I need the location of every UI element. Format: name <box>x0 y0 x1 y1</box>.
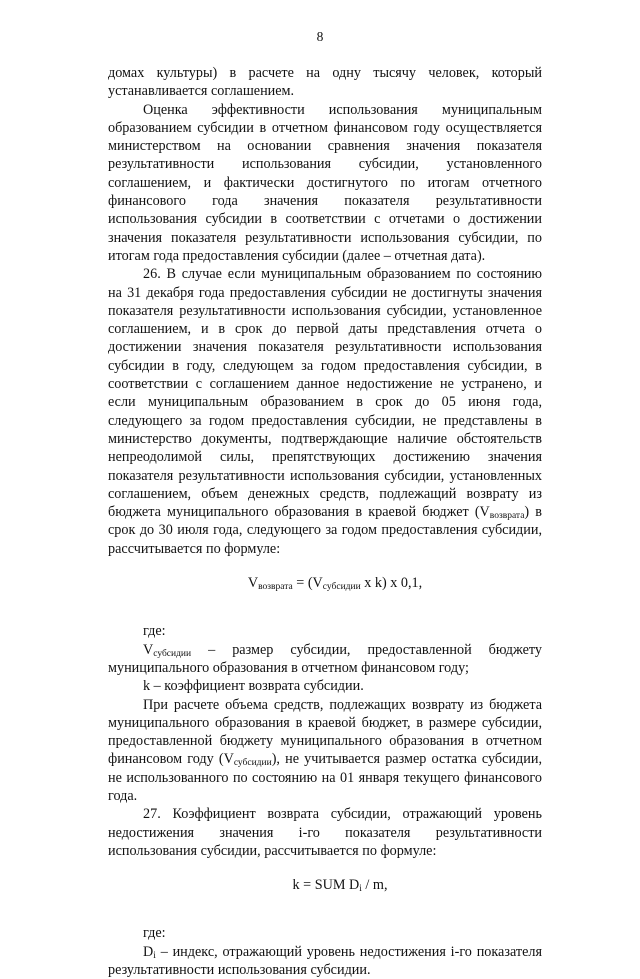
paragraph-26-text-end: ) в срок до 30 июля года, следующего за годом предоставления субсидии, рассчитывается по формуле: <box>108 504 542 557</box>
paragraph-efficiency-assessment: Оценка эффективности использования муниципальным образованием субсидии в отчетном финансовом году осуществляется министерством на основании сравнения значения показателя результативности использования субсидии, установленного соглашением, и фактически достигнутого по итогам отчетного финансового года значения показателя результативности использования субсидии в соответствии с отчетами о достижении значения показателя результативности использования субсидии, по итогам года предоставления субсидии (далее – отчетная дата). <box>108 101 542 264</box>
definition-1-sub: субсидии <box>153 648 192 659</box>
formula-1-part-a: V <box>247 575 259 592</box>
document-body <box>108 64 542 979</box>
definition-k: k – коэффициент возврата субсидии. <box>143 678 364 695</box>
subscript-vozvrata: возврата <box>489 511 525 522</box>
calculation-note-start: При расчете объема средств, подлежащих возврату из бюджета муниципального образования в краевой бюджет, в размере субсидии, предоставленной бюджету муниципального образования в отчетном финансовом году (V <box>108 696 542 768</box>
calculation-note-sub: субсидии <box>233 758 272 769</box>
formula-1-sub-subsidii: субсидии <box>322 582 361 593</box>
formula-1-part-c: x k) x 0,1, <box>360 575 423 592</box>
definition-3-text: – индекс, отражающий уровень недостижения i-го показателя результативности использования субсидии. <box>108 943 542 979</box>
paragraph-continuation: домах культуры) в расчете на одну тысячу человек, который устанавливается соглашением. <box>108 65 542 100</box>
formula-1-sub-vozvrata: возврата <box>258 582 293 593</box>
definition-3-sub: i <box>153 950 156 961</box>
where-label-2: где: <box>143 925 166 942</box>
formula-1-part-b: = (V <box>292 575 323 592</box>
paragraph-26-text-start: 26. В случае если муниципальным образованием по состоянию на 31 декабря года предоставления субсидии не достигнуты значения показателя результативности использования субсидии, установленное соглашением, и в срок до первой даты представления отчета о достижении значения показателя результативности использования субсидии в году, следующем за годом предоставления субсидии, в соответствии с соглашением данное недостижение не устранено, и если муниципальным образованием в срок до 05 июня года, следующего за годом предоставления субсидии, не представлены в министерство документы, подтверждающие наличие обстоятельств непреодолимой силы, препятствующих достижению значения показателя результативности использования субсидии, установленных соглашением, объем денежных средств, подлежащий возврату из бюджета муниципального образования в краевой бюджет (V <box>108 266 542 521</box>
page-number: 8 <box>316 29 324 44</box>
paragraph-calculation-note <box>108 696 542 806</box>
definition-v-subsidii <box>108 641 542 678</box>
definition-1-text: – размер субсидии, предоставленной бюджету муниципального образования в отчетном финансовом году; <box>108 641 542 676</box>
calculation-note-end: ), не учитывается размер остатка субсидии, не использованного по состоянию на 01 января текущего финансового года. <box>108 751 542 804</box>
definition-d-i <box>108 943 542 979</box>
where-label-1: где: <box>143 623 166 640</box>
formula-2-sub-i: i <box>359 884 362 895</box>
definition-3-symbol: D <box>143 943 154 960</box>
formula-2-part-a: k = SUM D <box>292 877 360 894</box>
formula-return-volume <box>108 574 542 592</box>
paragraph-26 <box>108 265 542 558</box>
paragraph-27: 27. Коэффициент возврата субсидии, отражающий уровень недостижения значения i-го показателя результативности использования субсидии, рассчитывается по формуле: <box>108 806 542 859</box>
formula-2-part-b: / m, <box>361 877 388 894</box>
formula-return-coefficient <box>108 876 542 894</box>
definition-1-symbol: V <box>143 641 154 658</box>
